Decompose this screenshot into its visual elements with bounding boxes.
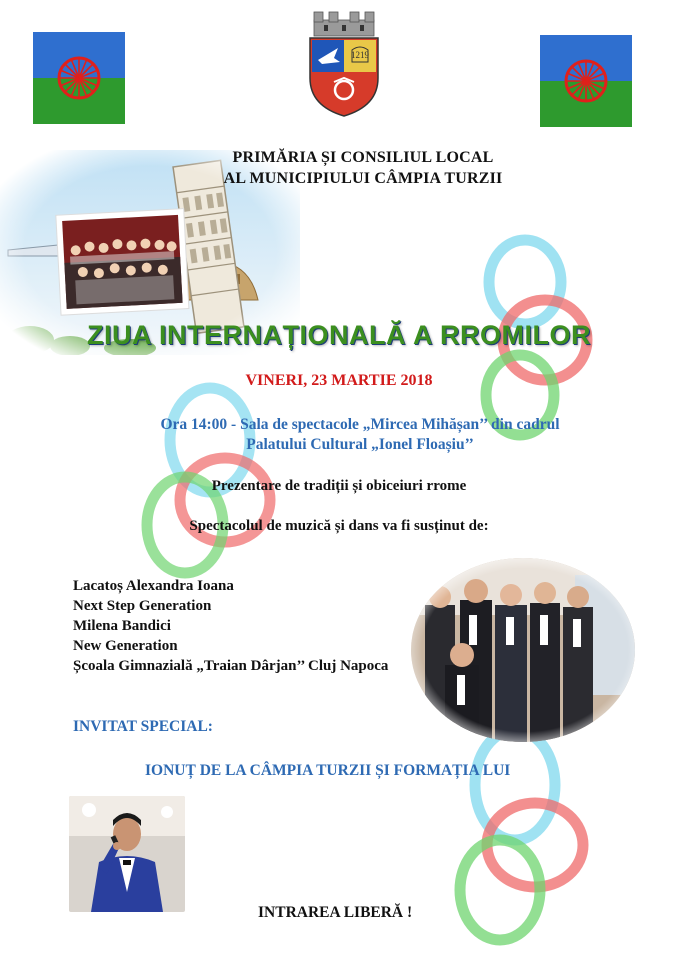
- event-venue-line-2: Palatului Cultural „Ionel Floașiu’’: [246, 436, 474, 453]
- performer-5: Școala Gimnazială „Traian Dârjan’’ Cluj Napoca: [73, 658, 389, 674]
- organizer-line-1: PRIMĂRIA ȘI CONSILIUL LOCAL: [232, 149, 494, 166]
- chakra-wheel-icon: [562, 57, 610, 105]
- performer-1: Lacatoș Alexandra Ioana: [73, 578, 234, 594]
- performer-2: Next Step Generation: [73, 598, 212, 614]
- city-coat-of-arms-icon: [304, 8, 384, 120]
- free-entry-notice: INTRAREA LIBERĂ !: [258, 904, 413, 921]
- special-guest-name: IONUȚ DE LA CÂMPIA TURZII ȘI FORMAȚIA LUI: [145, 762, 511, 779]
- special-guest-label: INVITAT SPECIAL:: [73, 718, 213, 735]
- event-presentation: Prezentare de tradiții și obiceiuri rrome: [211, 478, 467, 494]
- event-date: VINERI, 23 MARTIE 2018: [245, 372, 433, 389]
- chakra-wheel-icon: [55, 54, 103, 102]
- interlocking-rings-decor-bottom: [440, 710, 600, 950]
- event-title: ZIUA INTERNAȚIONALĂ A RROMILOR: [87, 320, 591, 350]
- organizer-line-2: AL MUNICIPIULUI CÂMPIA TURZII: [223, 170, 503, 187]
- roma-flag-left: [33, 32, 125, 124]
- crest-year: 1219: [351, 50, 369, 60]
- group-photo-circle: [405, 555, 645, 745]
- show-intro: Spectacolul de muzică și dans va fi susținut de:: [189, 518, 489, 534]
- performer-4: New Generation: [73, 638, 178, 654]
- singer-photo: [69, 796, 185, 912]
- roma-flag-right: [540, 35, 632, 127]
- performer-3: Milena Bandici: [73, 618, 171, 634]
- event-venue-line-1: Ora 14:00 - Sala de spectacole „Mircea Mihășan’’ din cadrul: [160, 416, 560, 433]
